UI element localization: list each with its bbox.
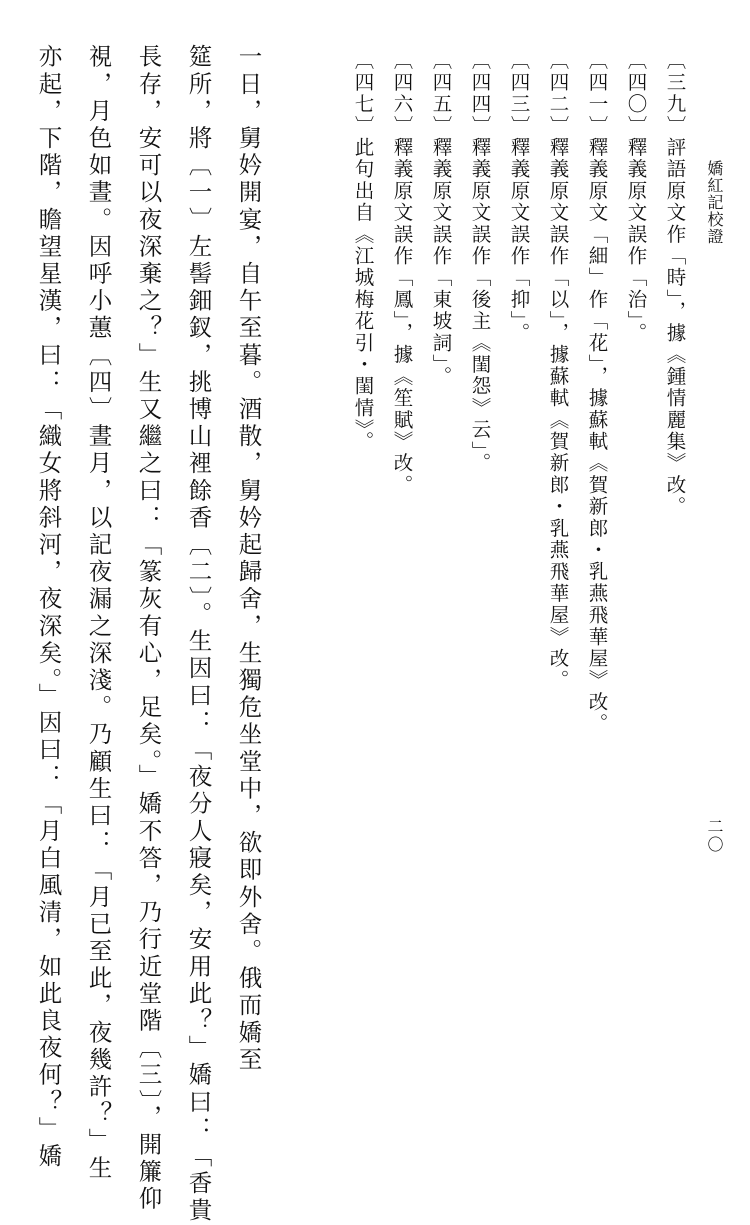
body-text-line-2: 筵所，將〔一〕左髻鈿釵，挑博山裡餘香〔二〕。生因曰：「夜分人寢矣，安用此？」嬌曰：「香貴: [184, 44, 213, 1225]
footnote-46: 〔四六〕釋義原文誤作「鳳」，據《笙賦》改。: [390, 50, 414, 496]
page-number: 二〇: [705, 818, 724, 854]
body-text-line-1: 一日，舅妗開宴，自午至暮。酒散，舅妗起歸舍，生獨危坐堂中，欲即外舍。俄而嬌至: [234, 44, 263, 1074]
body-text-line-5: 亦起，下階，瞻望星漢，曰：「織女將斜河，夜深矣。」因曰：「月白風清，如此良夜何？」嬌: [34, 44, 63, 1171]
running-header-title: 嬌紅記校證: [705, 160, 724, 245]
footnote-44: 〔四四〕釋義原文誤作「後主《閨怨》云」。: [468, 50, 492, 475]
footnote-40: 〔四〇〕釋義原文誤作「治」。: [624, 50, 648, 345]
footnote-39: 〔三九〕評語原文作「時」，據《鍾情麗集》改。: [663, 50, 687, 518]
body-text-line-4: 視，月色如晝。因呼小蕙〔四〕晝月，以記夜漏之深淺。乃顧生曰：「月已至此，夜幾許？」生: [84, 44, 113, 1183]
footnote-45: 〔四五〕釋義原文誤作「東坡詞」。: [429, 50, 453, 388]
footnote-47: 〔四七〕此句出自《江城梅花引・閨情》。: [351, 50, 375, 453]
footnote-41: 〔四一〕釋義原文「細」作「花」，據蘇軾《賀新郎・乳燕飛華屋》改。: [585, 50, 609, 735]
footnote-43: 〔四三〕釋義原文誤作「抑」。: [507, 50, 531, 345]
body-text-line-3: 長存，安可以夜深棄之？」生又繼之曰：「篆灰有心，足矣。」嬌不答，乃行近堂階〔三〕，開簾仰: [134, 44, 163, 1213]
footnote-42: 〔四二〕釋義原文誤作「以」，據蘇軾《賀新郎・乳燕飛華屋》改。: [546, 50, 570, 692]
